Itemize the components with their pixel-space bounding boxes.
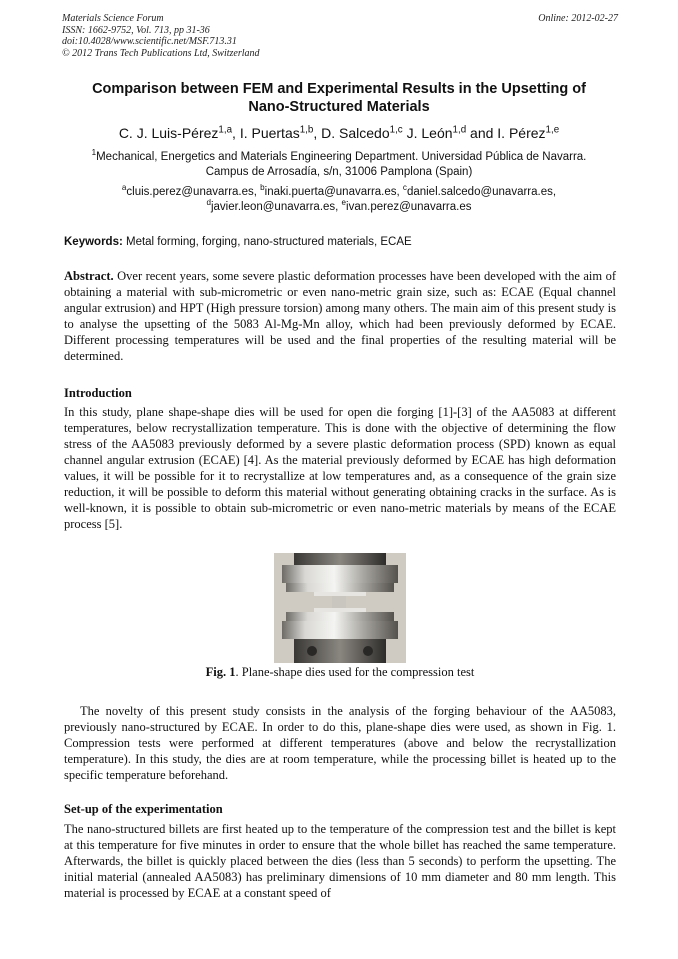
online-date: Online: 2012-02-27 (538, 13, 618, 24)
figure-1-caption (64, 664, 616, 680)
figure-caption-text: . Plane-shape dies used for the compression test (235, 665, 475, 679)
figure-1-photo (274, 553, 406, 663)
email[interactable]: $^b$inaki.puerta@unavarra.es, (260, 183, 403, 198)
author-emails (50, 185, 628, 215)
author: I. Pérez$^{1,e}$ (497, 124, 560, 141)
journal-name: Materials Science Forum (62, 13, 164, 24)
author-list (50, 124, 628, 142)
abstract-label: Abstract. (64, 269, 114, 283)
author: C. J. Luis-Pérez$^{1,a}$, (118, 124, 240, 141)
email[interactable]: $^e$ivan.perez@unavarra.es (341, 198, 472, 213)
affiliation-marker: 1 (91, 148, 97, 158)
author: I. Puertas$^{1,b}$, (239, 124, 322, 141)
title-line-1: Comparison between FEM and Experimental Results in the Upsetting of (92, 81, 586, 97)
paper-title (50, 80, 628, 116)
affiliation-line-1: Mechanical, Energetics and Materials Engineering Department. Universidad Pública de Navarra. (96, 151, 587, 163)
title-line-2: Nano-Structured Materials (248, 99, 430, 115)
journal-copyright: © 2012 Trans Tech Publications Ltd, Switzerland (62, 47, 260, 59)
abstract-text: Over recent years, some severe plastic deformation processes have been developed with the aim of obtaining a material with sub-micrometric or even nano-metric grain size, such as: ECAE (Equal channel angular extrusion) and HPT (High pressure torsion) among many others. The main aim of this present study is to analyse the upsetting of the 5083 Al-Mg-Mn alloy, which had been previously deformed by ECAE. Different processing temperatures will be used and the final properties of the resulting material will be determined. (64, 269, 616, 363)
keywords-text: Metal forming, forging, nano-structured materials, ECAE (122, 236, 412, 248)
affiliation (50, 150, 628, 180)
novelty-text: The novelty of this present study consists in the analysis of the forging behaviour of the AA5083, previously nano-structured by ECAE. In order to do this, plane-shape dies were used, as shown in Fig. 1. Compression tests were performed at different temperatures (above and below the recrystallization temperature). In this study, the dies are at room temperature, while the processing billet is heated up to the specific temperature beforehand. (64, 704, 616, 782)
section-heading-introduction: Introduction (64, 386, 132, 400)
abstract (64, 268, 616, 364)
figure-label: Fig. 1 (205, 665, 236, 679)
email[interactable]: $^d$javier.leon@unavarra.es, (206, 198, 342, 213)
keywords (64, 235, 616, 250)
author: J. León$^{1,d}$ and (406, 124, 498, 141)
keywords-label: Keywords: (64, 236, 123, 248)
author: D. Salcedo$^{1,c}$ (321, 124, 403, 141)
section-heading-setup: Set-up of the experimentation (64, 802, 223, 816)
journal-issn: ISSN: 1662-9752, Vol. 713, pp 31-36 (62, 24, 210, 36)
introduction-text: In this study, plane shape-shape dies will be used for open die forging [1]-[3] of the AA5083 at different temperatures, below recrystallization temperature. This is done with the objective of determining the flow stress of the AA5083 previously deformed by a severe plastic deformation process (SPD) known as equal channel angular extrusion (ECAE) [4]. As the material previously deformed by ECAE has high deformation values, it will be possible for it to recrystallize at low temperatures and, as a consequence of the grain size reduction, it will be possible to deform this material without generating obtaining cracks in the surface. As is well-known, it is possible to obtain sub-micrometric or even nano-metric materials by means of the ECAE process [5]. (64, 405, 616, 531)
journal-header (62, 13, 618, 59)
email[interactable]: $^a$cluis.perez@unavarra.es, (121, 183, 261, 198)
compression-dies-image (274, 553, 406, 663)
affiliation-line-2: Campus de Arrosadía, s/n, 31006 Pamplona (Spain) (205, 166, 473, 178)
journal-doi: doi:10.4028/www.scientific.net/MSF.713.31 (62, 36, 237, 47)
setup-text: The nano-structured billets are first heated up to the temperature of the compression test and the billet is kept at this temperature for five minutes in order to ensure that the whole billet has reached the same temperature. Afterwards, the billet is quickly placed between the dies (less than 5 seconds) to perform the upsetting. The initial material (annealed AA5083) has preliminary dimensions of 10 mm diameter and 80 mm length. This material is processed by ECAE at a constant speed of (64, 822, 616, 900)
email[interactable]: $^c$daniel.salcedo@unavarra.es, (402, 183, 557, 198)
